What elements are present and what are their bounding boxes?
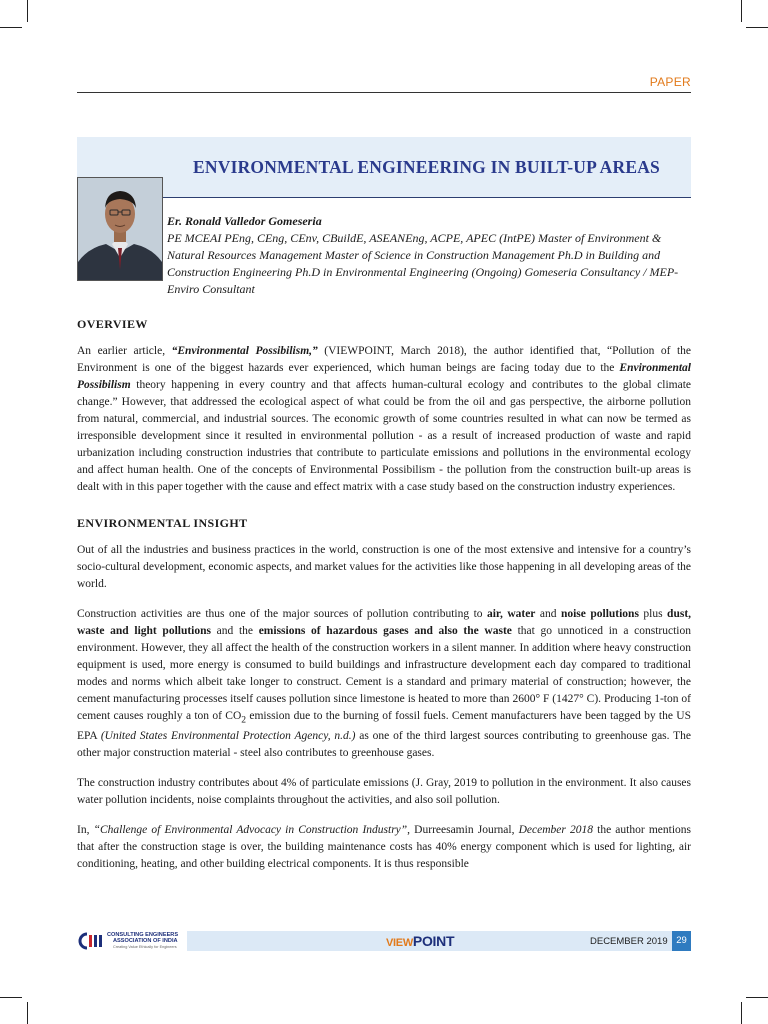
crop-mark	[746, 997, 768, 998]
theory-name: Environmental Possibilism	[77, 362, 691, 391]
text-run: and	[535, 608, 561, 620]
insight-paragraph-4	[77, 822, 691, 873]
author-name: Er. Ronald Valledor Gomeseria	[167, 214, 322, 228]
text-run: emission due to the burning of fossil fuels. Cement manufacturers have been tagged by the US EPA	[77, 710, 691, 743]
text-run: that go unnoticed in a construction environment. However, they all affect the health of the construction workers in a silent manner. In addition where heavy construction equipment is used, more energy is consumed to build buildings and infrastructure development each day compared to traditional modes and norms which albeit take longer to construct. Cement is a standard and primary material of construction; however, the cement manufacturing processes itself causes pollution since limestone is heated to more than 2600° F (1427° C). Producing 1-ton of cement causes roughly a ton of CO	[77, 625, 691, 722]
bold-term: emissions of hazardous gases and also the waste	[258, 625, 512, 637]
citation: (United States Environmental Protection Agency, n.d.)	[100, 730, 356, 743]
ceai-logo-icon	[77, 932, 105, 950]
text-run: the author mentions that after the construction stage is over, the building maintenance costs has 40% energy component which is used for lighting, air conditioning, heating, and other building electrical components. It is thus responsible	[77, 824, 691, 871]
overview-paragraph	[77, 343, 691, 496]
crop-mark	[0, 27, 22, 28]
text-run: , Durreesamin Journal,	[407, 824, 519, 837]
insight-paragraph-2	[77, 606, 691, 762]
citation: “Challenge of Environmental Advocacy in Construction Industry”	[93, 824, 408, 837]
article-reference: “Environmental Possibilism,”	[171, 345, 318, 357]
text-run: (VIEWPOINT, March 2018), the author identified that, “Pollution of the Environment is one of the biggest hazards ever experienced, which human beings are facing today due to the	[77, 345, 692, 374]
ceai-logo	[77, 931, 187, 951]
bold-term: air, water	[486, 608, 536, 620]
crop-mark	[741, 0, 742, 22]
insight-heading: ENVIRONMENTAL INSIGHT	[77, 516, 248, 530]
text-run: theory happening in every country and that affects human-cultural ecology and contributes to the global climate change.” However, that addressed the ecological aspect of what could be from the oil and gas perspective, the airborne pollution from natural, commercial, and industrial sources. The economic growth of some countries resulted in what can now be termed as irresponsible development since it resulted in environmental pollution - as a result of increased production of waste and rapid urbanization including construction industries that contribute to particulate emissions and pollutions in the environmental ecology and affect human health. One of the concepts of Environmental Possibilism - the pollution from the construction built-up areas is dealt with in this paper together with the cause and effect matrix with a case study based on the construction industry experiences.	[77, 379, 691, 493]
crop-mark	[746, 27, 768, 28]
issue-date: DECEMBER 2019	[590, 936, 668, 947]
text-run: and the	[211, 625, 259, 637]
author-photo	[77, 177, 163, 281]
text-run: An earlier article,	[77, 345, 172, 357]
text-run: Construction activities are thus one of the major sources of pollution contributing to	[77, 608, 487, 620]
logo-text-line1: CONSULTING ENGINEERS	[107, 932, 179, 938]
text-run: as one of the third largest sources contributing to greenhouse gas. The other major construction material - steel also contributes to greenhouse gases.	[77, 730, 691, 760]
crop-mark	[27, 1002, 28, 1024]
citation-date: December 2018	[518, 824, 593, 837]
logo-tagline: Creating Value Ethically for Engineers	[113, 945, 177, 949]
magazine-name	[386, 933, 454, 949]
author-credentials: PE MCEAI PEng, CEng, CEnv, CBuildE, ASEANEng, ACPE, APEC (IntPE) Master of Environment & Natural Resources Management Master of Science in Construction Management Ph.D in Building and Construction Engineering Ph.D in Environmental Engineering (Ongoing) Gomeseria Consultancy / MEP-Enviro Consultant	[167, 231, 679, 296]
title-rule	[162, 197, 691, 198]
subscript: 2	[241, 714, 247, 726]
bold-term: dust, waste and light pollutions	[77, 608, 692, 637]
crop-mark	[0, 997, 22, 998]
crop-mark	[741, 1002, 742, 1024]
header-rule	[77, 92, 691, 93]
magazine-name-point: POINT	[412, 933, 455, 949]
insight-paragraph-3: The construction industry contributes about 4% of particulate emissions (J. Gray, 2019 to pollution in the environment. It also causes water pollution incidents, noise complaints throughout the activities, and also soil pollution.	[77, 777, 691, 807]
text-run: In,	[77, 824, 94, 837]
article-body	[77, 316, 691, 886]
overview-heading: OVERVIEW	[77, 317, 148, 331]
author-block	[167, 213, 691, 298]
page-number: 29	[672, 931, 691, 951]
magazine-name-view: VIEW	[386, 937, 413, 949]
author-portrait-illustration	[78, 178, 162, 280]
logo-text-line2: ASSOCIATION OF INDIA	[113, 938, 178, 944]
bold-term: noise pollutions	[560, 608, 639, 620]
article-title: ENVIRONMENTAL ENGINEERING IN BUILT-UP AREAS	[193, 157, 660, 177]
section-label: PAPER	[649, 75, 691, 89]
text-run: plus	[638, 608, 668, 620]
crop-mark	[27, 0, 28, 22]
insight-paragraph-1: Out of all the industries and business practices in the world, construction is one of the most extensive and intensive for a country’s socio-cultural development, economic aspects, and market values for the activities like those happening in all developing areas of the world.	[77, 544, 691, 590]
